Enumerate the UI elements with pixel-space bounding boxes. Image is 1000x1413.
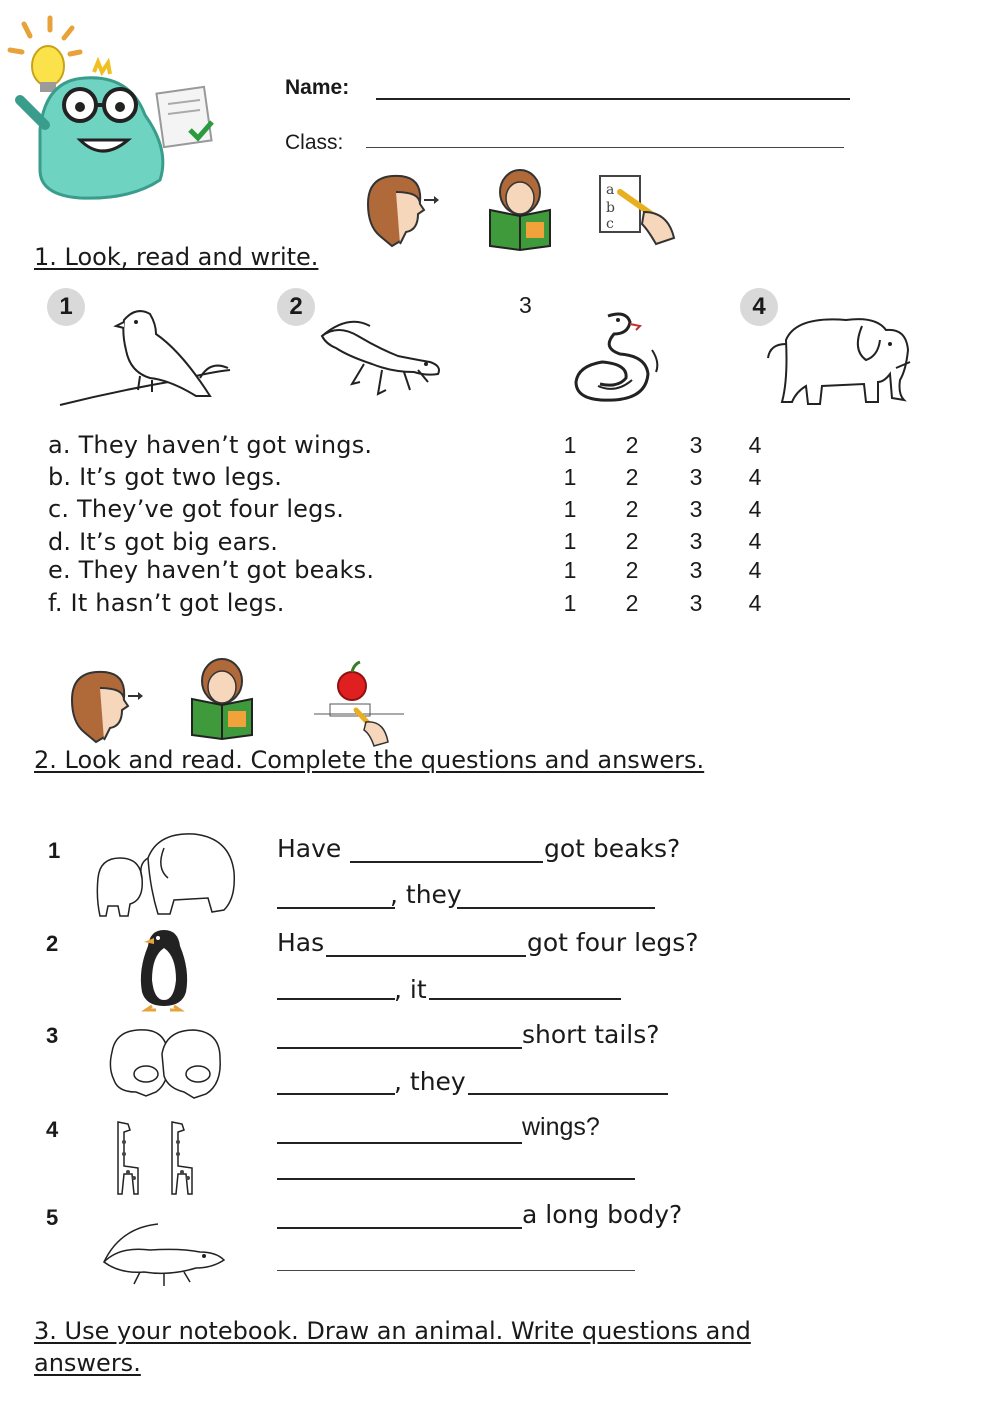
option-3[interactable]: 3: [689, 496, 703, 522]
option-1[interactable]: 1: [563, 557, 577, 583]
elephant-icon: [766, 310, 916, 410]
crocodile-icon: [100, 1222, 230, 1292]
question-blank[interactable]: [277, 1142, 522, 1144]
item-number-2: 2: [46, 931, 59, 956]
option-4[interactable]: 4: [748, 432, 762, 458]
question-post: got beaks?: [544, 834, 681, 863]
option-4[interactable]: 4: [748, 496, 762, 522]
statement-a: a. They haven’t got wings.: [48, 431, 373, 459]
option-2[interactable]: 2: [625, 528, 639, 554]
question-post: short tails?: [522, 1020, 660, 1049]
answer-mid: , they: [394, 1067, 466, 1096]
svg-text:a: a: [606, 182, 615, 198]
question-blank[interactable]: [326, 955, 526, 957]
animal-number-2: 2: [277, 288, 315, 326]
answer-blank[interactable]: [457, 907, 655, 909]
question-post: a long body?: [522, 1200, 683, 1229]
giraffes-icon: [108, 1118, 228, 1204]
statement-f: f. It hasn’t got legs.: [48, 589, 285, 617]
answer-blank[interactable]: [468, 1093, 668, 1095]
option-3[interactable]: 3: [689, 528, 703, 554]
option-4[interactable]: 4: [748, 464, 762, 490]
item-number-3: 3: [46, 1023, 59, 1048]
option-1[interactable]: 1: [563, 464, 577, 490]
class-label: Class:: [285, 131, 344, 154]
name-label: Name:: [285, 76, 350, 99]
animal-number-4: 4: [740, 288, 778, 326]
penguin-icon: [134, 926, 194, 1012]
question-pre: Have: [277, 834, 342, 863]
statement-e: e. They haven’t got beaks.: [48, 556, 375, 584]
look-icon: [362, 170, 442, 250]
svg-text:c: c: [606, 216, 614, 232]
animal-number-3: 3: [519, 292, 532, 318]
option-1[interactable]: 1: [563, 432, 577, 458]
question-blank[interactable]: [277, 1047, 522, 1049]
write-icon: [598, 172, 678, 252]
item-number-1: 1: [48, 838, 61, 863]
section1-title: 1. Look, read and write.: [34, 243, 319, 271]
name-field[interactable]: [376, 98, 850, 100]
question-pre: Has: [277, 928, 325, 957]
option-3[interactable]: 3: [689, 557, 703, 583]
statement-b: b. It’s got two legs.: [48, 463, 283, 491]
option-2[interactable]: 2: [625, 590, 639, 616]
snake-icon: [568, 308, 668, 408]
option-4[interactable]: 4: [748, 590, 762, 616]
elephants-icon: [94, 828, 244, 918]
option-1[interactable]: 1: [563, 528, 577, 554]
question-blank[interactable]: [277, 1227, 522, 1229]
option-3[interactable]: 3: [689, 432, 703, 458]
section2-title: 2. Look and read. Complete the questions and answers.: [34, 746, 705, 774]
animal-number-1: 1: [47, 288, 85, 326]
option-2[interactable]: 2: [625, 496, 639, 522]
option-4[interactable]: 4: [748, 528, 762, 554]
answer-blank[interactable]: [277, 1270, 635, 1271]
bird-icon: [60, 300, 240, 410]
option-2[interactable]: 2: [625, 432, 639, 458]
option-1[interactable]: 1: [563, 590, 577, 616]
statement-c: c. They’ve got four legs.: [48, 495, 345, 523]
answer-blank[interactable]: [429, 998, 621, 1000]
hippos-icon: [106, 1022, 226, 1102]
answer-blank[interactable]: [277, 998, 395, 1000]
question-blank[interactable]: [350, 861, 543, 863]
question-post: got four legs?: [527, 928, 699, 957]
section3-title-line1: 3. Use your notebook. Draw an animal. Write questions and: [34, 1317, 751, 1345]
read-icon: [188, 655, 258, 740]
option-2[interactable]: 2: [625, 464, 639, 490]
answer-mid: , it: [394, 975, 427, 1004]
section3-title-line2: answers.: [34, 1349, 141, 1377]
item-number-4: 4: [46, 1117, 59, 1142]
answer-mid: , they: [390, 880, 462, 909]
statement-d: d. It’s got big ears.: [48, 528, 279, 556]
question-post: wings?: [522, 1113, 600, 1141]
look-icon: [66, 666, 146, 746]
answer-blank[interactable]: [277, 1093, 395, 1095]
monster-mascot-icon: [10, 60, 220, 200]
class-field[interactable]: [366, 147, 844, 148]
svg-text:b: b: [606, 200, 615, 216]
lizard-icon: [318, 316, 448, 406]
option-1[interactable]: 1: [563, 496, 577, 522]
option-2[interactable]: 2: [625, 557, 639, 583]
answer-blank[interactable]: [277, 1178, 635, 1180]
option-3[interactable]: 3: [689, 590, 703, 616]
read-icon: [486, 166, 556, 251]
answer-blank[interactable]: [277, 907, 395, 909]
option-3[interactable]: 3: [689, 464, 703, 490]
complete-sentence-icon: [312, 660, 412, 750]
item-number-5: 5: [46, 1205, 59, 1230]
option-4[interactable]: 4: [748, 557, 762, 583]
